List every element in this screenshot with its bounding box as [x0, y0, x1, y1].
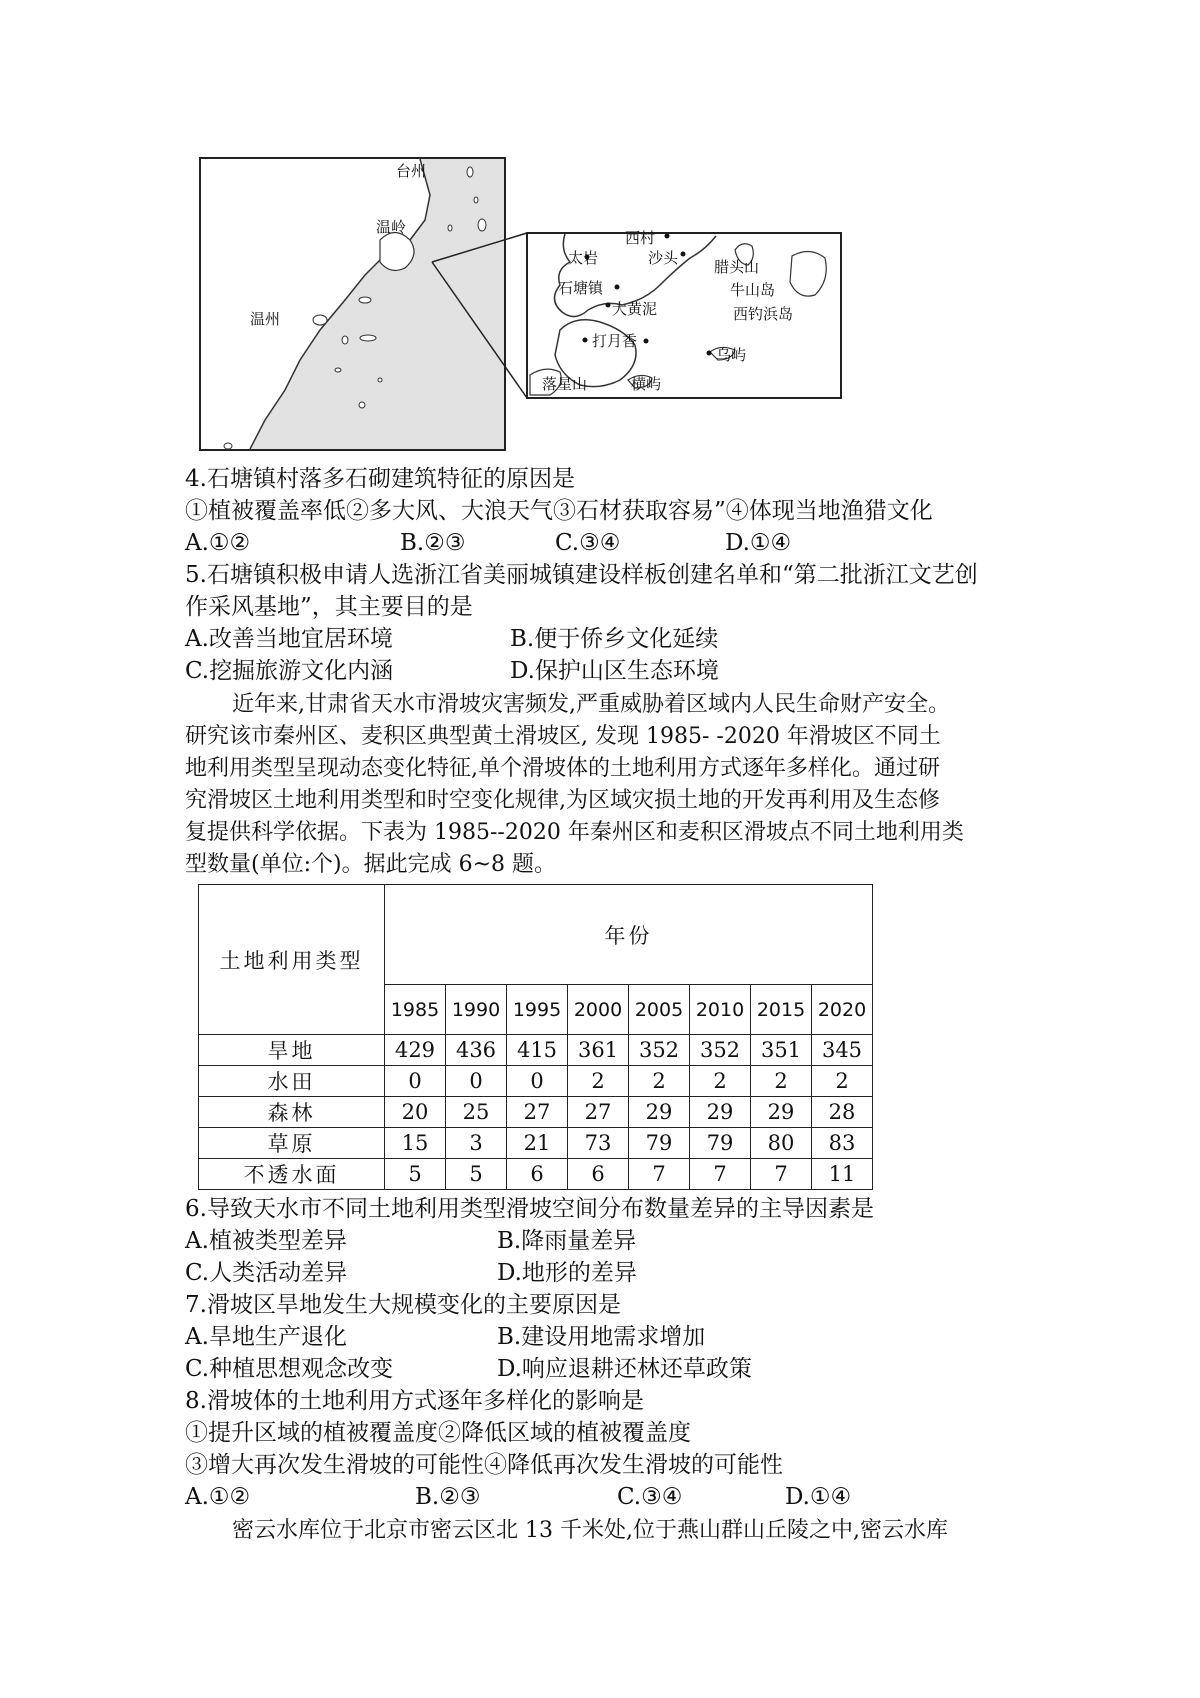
passage-line-2: 研究该市秦州区、麦积区典型黄土滑坡区, 发现 1985- -2020 年滑坡区不同土	[185, 724, 941, 749]
table-row	[199, 1128, 873, 1159]
q7-option-d[interactable]: D.响应退耕还林还草政策	[497, 1356, 752, 1382]
table-row	[199, 1035, 873, 1066]
q4-option-c[interactable]: C.③④	[555, 530, 621, 556]
q7-option-a[interactable]: A.旱地生产退化	[185, 1324, 347, 1350]
table-row	[199, 1066, 873, 1097]
q5-stem-line2: 作采风基地”，其主要目的是	[185, 594, 473, 620]
table-cell: 6	[507, 1159, 568, 1190]
peninsula	[380, 233, 414, 271]
q8-items-1: ①提升区域的植被覆盖度②降低区域的植被覆盖度	[185, 1420, 691, 1446]
q6-option-d[interactable]: D.地形的差异	[497, 1260, 637, 1286]
table-cell: 361	[568, 1035, 629, 1066]
table-cell: 27	[507, 1097, 568, 1128]
label-xicun: 西村	[625, 229, 656, 247]
table-cell: 29	[751, 1097, 812, 1128]
table-cell: 28	[812, 1097, 873, 1128]
table-year-cell: 2005	[629, 985, 690, 1035]
table-cell: 2	[812, 1066, 873, 1097]
table-cell: 436	[446, 1035, 507, 1066]
label-shatou: 沙头	[648, 249, 679, 267]
passage-line-5: 复提供科学依据。下表为 1985--2020 年秦州区和麦积区滑坡点不同土地利用类	[185, 820, 964, 845]
table-cell: 7	[690, 1159, 751, 1190]
q8-option-d[interactable]: D.①④	[785, 1484, 852, 1510]
map-figure	[0, 0, 1200, 460]
label-dahuangni: 大黄泥	[612, 300, 658, 318]
table-row	[199, 1097, 873, 1128]
table-year-cell: 2020	[812, 985, 873, 1035]
table-cell: 79	[629, 1128, 690, 1159]
table-cell: 352	[690, 1035, 751, 1066]
q5-option-d[interactable]: D.保护山区生态环境	[510, 658, 719, 684]
q7-stem: 7.滑坡区旱地发生大规模变化的主要原因是	[185, 1292, 621, 1318]
label-wuyu: 乌屿	[716, 346, 747, 364]
table-cell: 0	[507, 1066, 568, 1097]
table-cell: 6	[568, 1159, 629, 1190]
table-cell: 7	[629, 1159, 690, 1190]
label-taizhou: 台州	[396, 162, 427, 180]
next-passage-line: 密云水库位于北京市密云区北 13 千米处,位于燕山群山丘陵之中,密云水库	[232, 1518, 948, 1543]
table-cell: 15	[385, 1128, 446, 1159]
table-cell: 27	[568, 1097, 629, 1128]
table-cell: 2	[629, 1066, 690, 1097]
label-xidiaobindao: 西钓浜岛	[733, 305, 794, 323]
label-luoxingshan: 落星山	[542, 375, 588, 393]
q4-option-d[interactable]: D.①④	[725, 530, 792, 556]
table-cell: 5	[385, 1159, 446, 1190]
table-cell: 345	[812, 1035, 873, 1066]
label-latoushan: 腊头山	[714, 258, 760, 276]
table-year-cell: 2000	[568, 985, 629, 1035]
table-cell: 20	[385, 1097, 446, 1128]
label-dayuexian: 打月香	[592, 332, 638, 350]
table-cell: 79	[690, 1128, 751, 1159]
table-year-cell: 1985	[385, 985, 446, 1035]
table-cell: 0	[446, 1066, 507, 1097]
q7-option-c[interactable]: C.种植思想观念改变	[185, 1356, 394, 1382]
q8-option-c[interactable]: C.③④	[617, 1484, 683, 1510]
q6-option-c[interactable]: C.人类活动差异	[185, 1260, 348, 1286]
table-cell: 429	[385, 1035, 446, 1066]
table-row-type: 不透水面	[199, 1159, 385, 1190]
passage-line-6: 型数量(单位:个)。据此完成 6~8 题。	[185, 852, 556, 877]
label-niushandao: 牛山岛	[730, 281, 776, 299]
q8-option-b[interactable]: B.②③	[415, 1484, 481, 1510]
q4-option-a[interactable]: A.①②	[185, 530, 251, 556]
q5-option-a[interactable]: A.改善当地宜居环境	[185, 626, 393, 652]
table-cell: 29	[690, 1097, 751, 1128]
table-cell: 25	[446, 1097, 507, 1128]
q7-option-b[interactable]: B.建设用地需求增加	[497, 1324, 706, 1350]
label-taiyan: 太岩	[568, 249, 599, 267]
q4-items: ①植被覆盖率低②多大风、大浪天气③石材获取容易”④体现当地渔猎文化	[185, 498, 933, 524]
q6-stem: 6.导致天水市不同土地利用类型滑坡空间分布数量差异的主导因素是	[185, 1196, 874, 1222]
q8-option-a[interactable]: A.①②	[185, 1484, 251, 1510]
passage-line-1: 近年来,甘肃省天水市滑坡灾害频发,严重威胁着区域内人民生命财产安全。	[232, 692, 950, 717]
q5-option-b[interactable]: B.便于侨乡文化延续	[510, 626, 719, 652]
passage-line-4: 究滑坡区土地利用类型和时空变化规律,为区域灾损土地的开发再利用及生态修	[185, 788, 940, 813]
q6-option-b[interactable]: B.降雨量差异	[497, 1228, 637, 1254]
table-row-type: 草原	[199, 1128, 385, 1159]
q8-stem: 8.滑坡体的土地利用方式逐年多样化的影响是	[185, 1388, 644, 1414]
table-year-cell: 1995	[507, 985, 568, 1035]
table-year-cell: 1990	[446, 985, 507, 1035]
q4-option-b[interactable]: B.②③	[400, 530, 466, 556]
label-hengyu: 横屿	[631, 375, 662, 393]
table-row	[199, 1159, 873, 1190]
table-row-type: 水田	[199, 1066, 385, 1097]
table-cell: 415	[507, 1035, 568, 1066]
q8-items-2: ③增大再次发生滑坡的可能性④降低再次发生滑坡的可能性	[185, 1452, 783, 1478]
table-year-cell: 2010	[690, 985, 751, 1035]
table-cell: 2	[568, 1066, 629, 1097]
table-cell: 83	[812, 1128, 873, 1159]
label-wenzhou: 温州	[250, 310, 281, 328]
q4-stem: 4.石塘镇村落多石砌建筑特征的原因是	[185, 466, 575, 492]
table-cell: 351	[751, 1035, 812, 1066]
table-cell: 0	[385, 1066, 446, 1097]
table-cell: 3	[446, 1128, 507, 1159]
label-wenling: 温岭	[376, 218, 407, 236]
table-row-type: 旱地	[199, 1035, 385, 1066]
table-cell: 2	[690, 1066, 751, 1097]
label-shitangzhen: 石塘镇	[558, 279, 604, 297]
table-cell: 11	[812, 1159, 873, 1190]
q5-option-c[interactable]: C.挖掘旅游文化内涵	[185, 658, 394, 684]
table-cell: 21	[507, 1128, 568, 1159]
table-year-header: 年份	[385, 885, 873, 985]
q5-stem-line1: 5.石塘镇积极申请人选浙江省美丽城镇建设样板创建名单和“第二批浙江文艺创	[185, 562, 978, 588]
table-type-header: 土地利用类型	[199, 885, 385, 1035]
table-cell: 2	[751, 1066, 812, 1097]
table-year-cell: 2015	[751, 985, 812, 1035]
table-cell: 7	[751, 1159, 812, 1190]
table-cell: 73	[568, 1128, 629, 1159]
table-cell: 5	[446, 1159, 507, 1190]
q6-option-a[interactable]: A.植被类型差异	[185, 1228, 347, 1254]
table-cell: 352	[629, 1035, 690, 1066]
table-cell: 29	[629, 1097, 690, 1128]
table-cell: 80	[751, 1128, 812, 1159]
table-row-type: 森林	[199, 1097, 385, 1128]
landuse-table	[198, 884, 873, 1190]
passage-line-3: 地利用类型呈现动态变化特征,单个滑坡体的土地利用方式逐年多样化。通过研	[185, 756, 940, 781]
